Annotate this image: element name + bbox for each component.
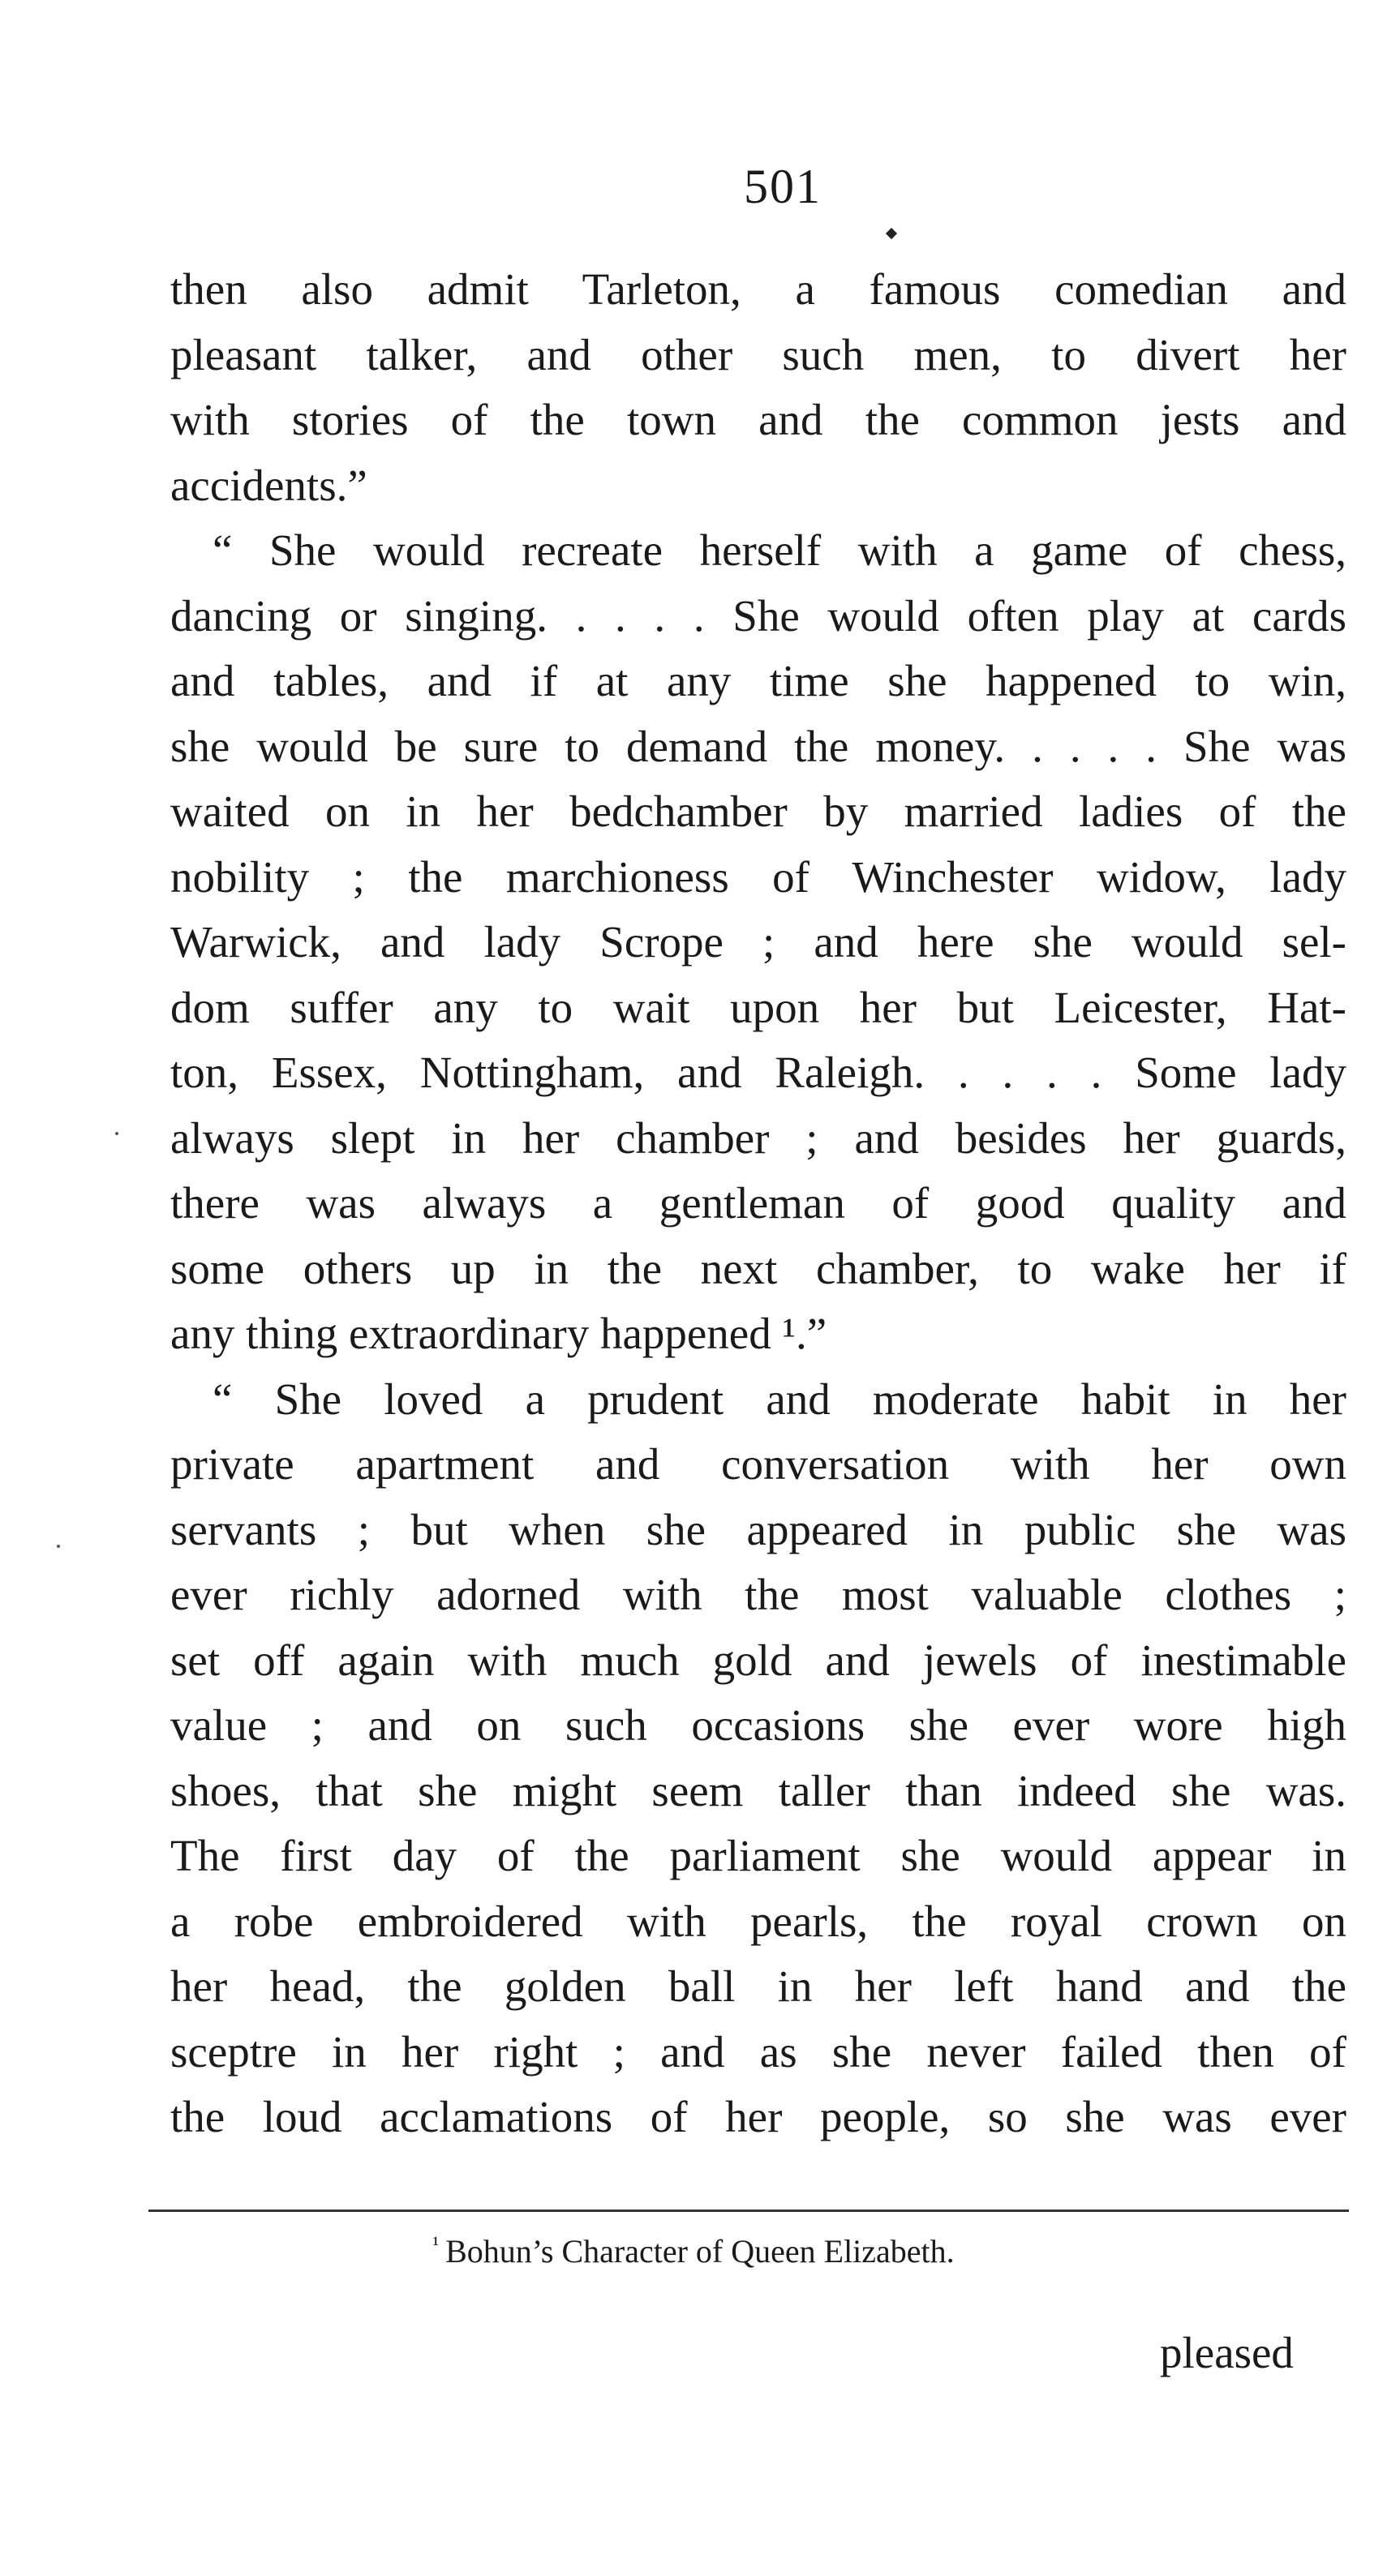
footnote-marker: ¹ [432,2232,440,2256]
text-line: always slept in her chamber ; and besides her guards, [170,1112,1346,1163]
text-line: servants ; but when she appeared in public she was [170,1504,1346,1554]
text-line: accidents.” [170,460,367,510]
text-line: and tables, and if at any time she happened to win, [170,656,1346,705]
text-line: any thing extraordinary happened ¹.” [170,1309,827,1358]
text-line: a robe embroidered with pearls, the royal crown on [170,1896,1346,1946]
text-line: sceptre in her right ; and as she never failed then of [170,2026,1346,2077]
margin-mark [57,1545,60,1548]
text-line: then also admit Tarleton, a famous comedian and [170,264,1346,314]
text-line: she would be sure to demand the money. . . . . She was [170,721,1346,771]
text-line: nobility ; the marchioness of Winchester widow, lady [170,851,1346,902]
text-line: set off again with much gold and jewels of inestimable [170,1635,1346,1685]
text-line: her head, the golden ball in her left hand and the [170,1961,1346,2011]
text-line: The first day of the parliament she would appear in [170,1831,1346,1880]
text-line: value ; and on such occasions she ever wore high [170,1700,1346,1750]
printer-mark [886,228,897,239]
text-line: dom suffer any to wait upon her but Leicester, Hat- [170,982,1346,1032]
catchword: pleased [1160,2328,1294,2377]
text-line: the loud acclamations of her people, so she was ever [170,2092,1346,2141]
footnote-text: Bohun’s Character of Queen Elizabeth. [445,2233,955,2270]
body-text [170,257,1346,2150]
text-line: private apartment and conversation with her own [170,1439,1346,1489]
text-line: waited on in her bedchamber by married ladies of the [170,787,1346,836]
text-line: Warwick, and lady Scrope ; and here she would sel- [170,917,1346,967]
margin-mark [115,1132,118,1135]
footnote [0,2232,1387,2270]
footnote-rule [148,2210,1349,2212]
text-line: “ She loved a prudent and moderate habit in her [213,1374,1346,1424]
text-line: some others up in the next chamber, to wake her if [170,1243,1346,1293]
text-line: there was always a gentleman of good quality and [170,1178,1346,1228]
text-line: pleasant talker, and other such men, to divert her [170,329,1346,379]
page-number: 501 [744,160,822,213]
text-line: with stories of the town and the common jests and [170,395,1346,444]
text-line: ton, Essex, Nottingham, and Raleigh. . . . . Some lady [170,1048,1346,1097]
text-line: dancing or singing. . . . . She would often play at cards [170,590,1346,641]
text-line: “ She would recreate herself with a game of chess, [213,525,1346,575]
text-line: shoes, that she might seem taller than indeed she was. [170,1765,1346,1815]
text-line: ever richly adorned with the most valuable clothes ; [170,1570,1346,1619]
